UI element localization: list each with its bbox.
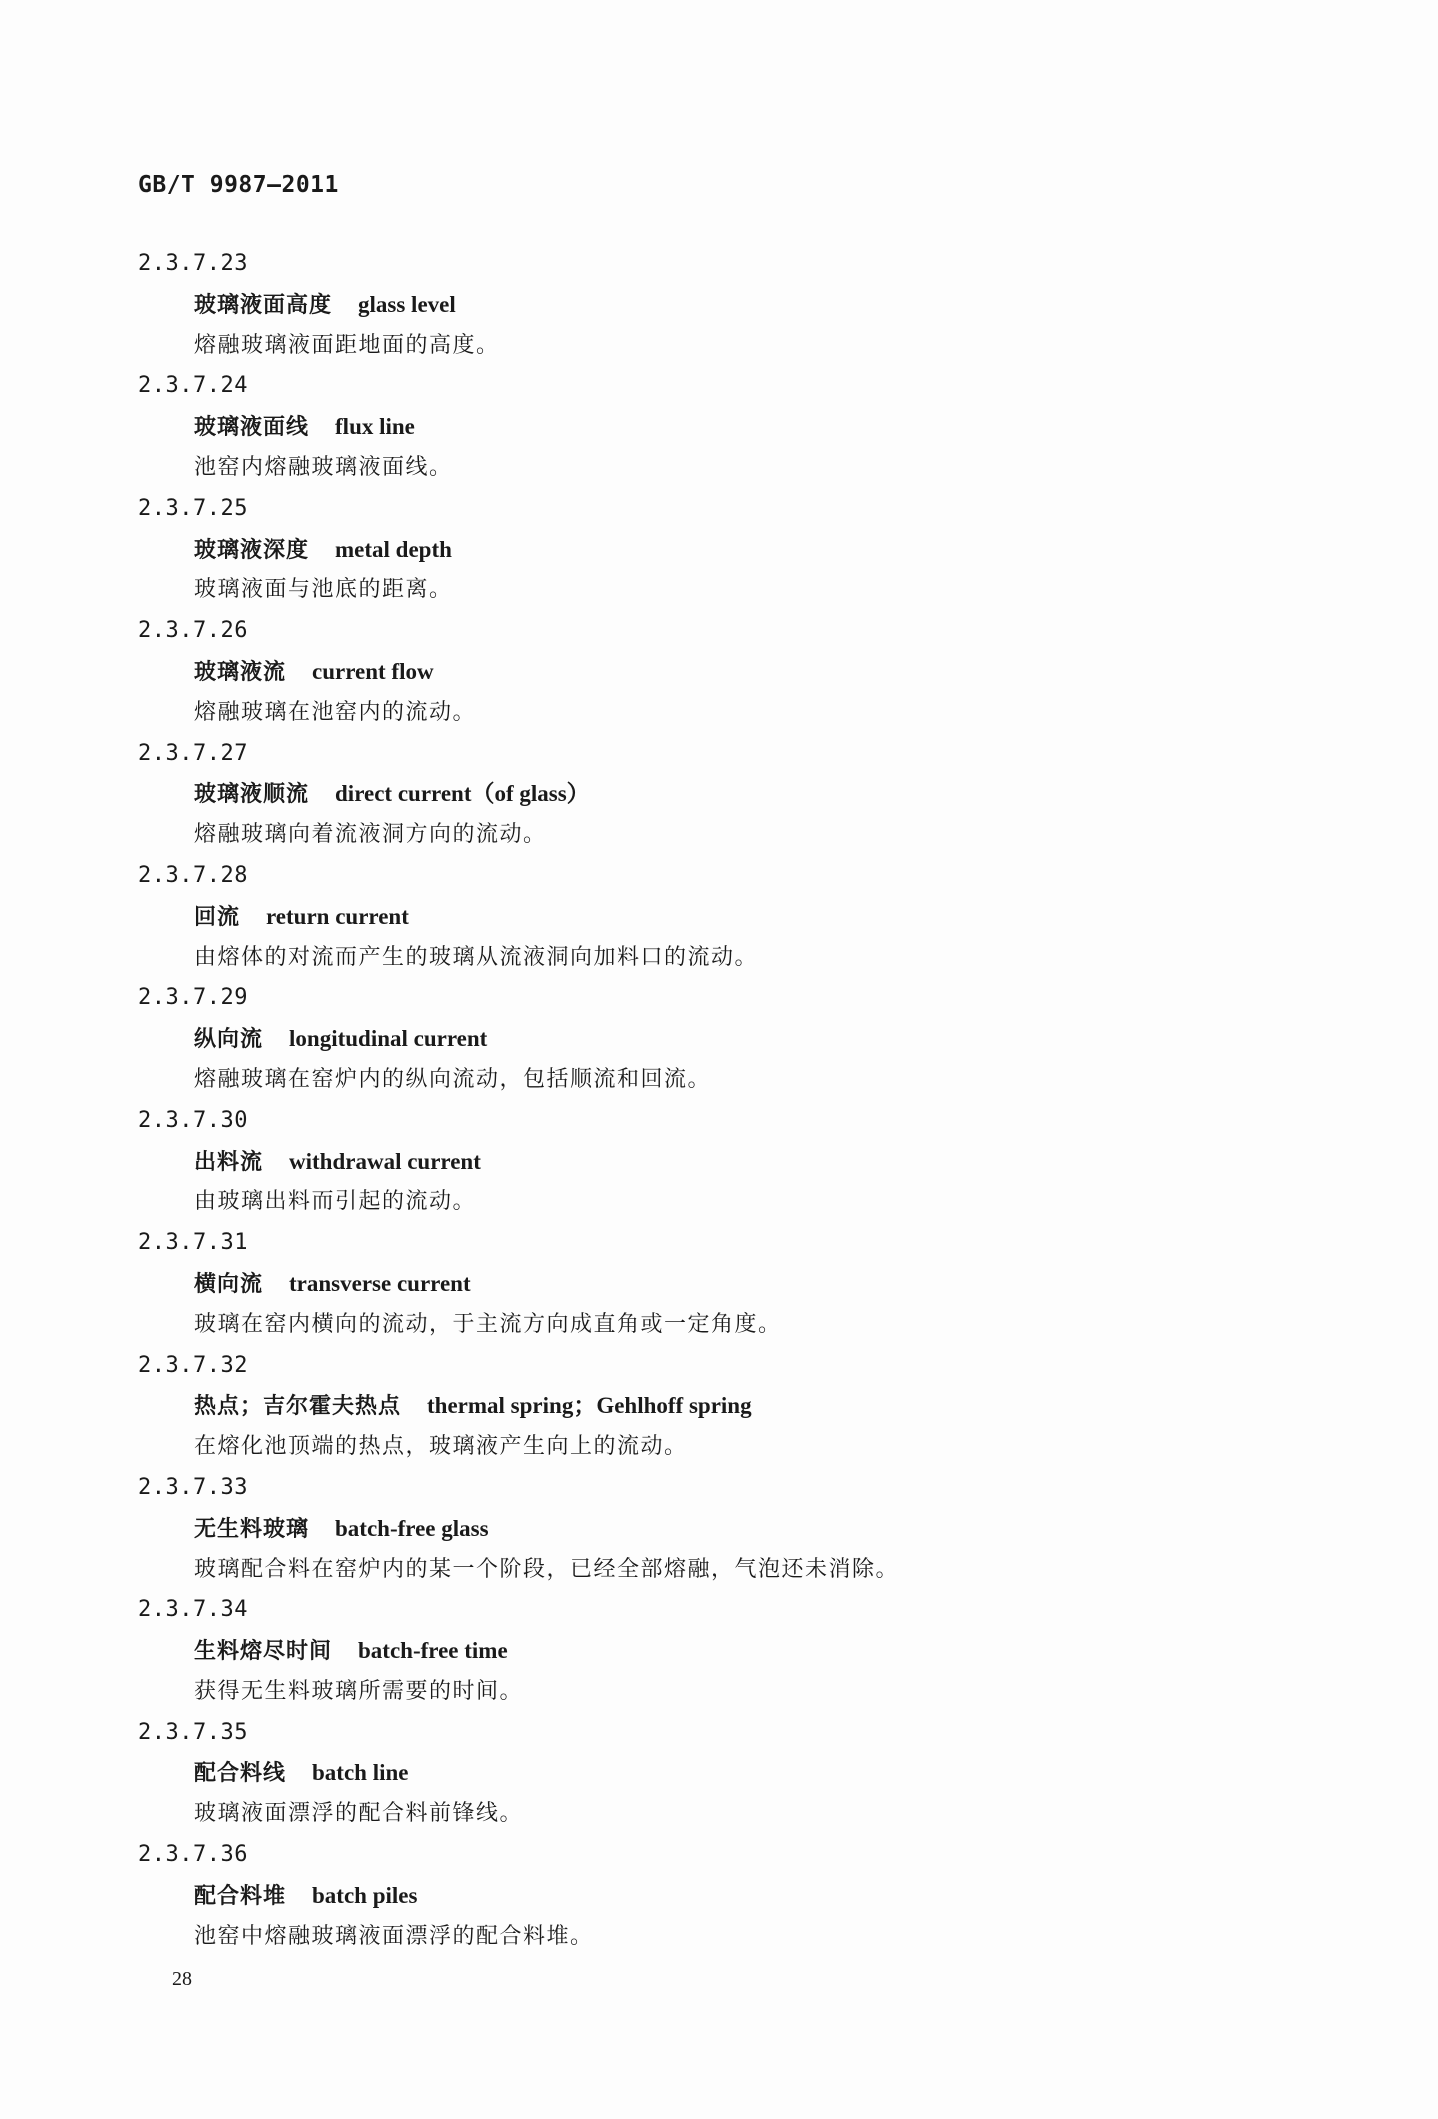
term-english: transverse current bbox=[289, 1270, 471, 1296]
term-chinese: 玻璃液面线 bbox=[194, 415, 310, 441]
term-entry bbox=[0, 489, 1438, 611]
clause-number: 2.3.7.29 bbox=[138, 985, 248, 1011]
term-line bbox=[0, 285, 1438, 326]
term-definition: 玻璃液面漂浮的配合料前锋线。 bbox=[194, 1801, 524, 1827]
clause-number: 2.3.7.36 bbox=[138, 1842, 248, 1868]
term-line bbox=[0, 1753, 1438, 1794]
term-entry bbox=[0, 1346, 1438, 1468]
clause-number: 2.3.7.33 bbox=[138, 1474, 248, 1500]
term-line bbox=[0, 1142, 1438, 1183]
term-entries bbox=[0, 244, 1438, 1957]
clause-number: 2.3.7.25 bbox=[138, 495, 248, 521]
term-english: batch piles bbox=[312, 1882, 418, 1908]
term-line bbox=[0, 774, 1438, 815]
term-english: return current bbox=[266, 903, 409, 929]
term-definition: 玻璃在窑内横向的流动，于主流方向成直角或一定角度。 bbox=[194, 1311, 782, 1337]
clause-number: 2.3.7.28 bbox=[138, 862, 248, 888]
term-english: batch line bbox=[312, 1760, 409, 1786]
term-definition: 池窑中熔融玻璃液面漂浮的配合料堆。 bbox=[194, 1923, 594, 1949]
clause-number: 2.3.7.35 bbox=[138, 1719, 248, 1745]
term-chinese: 玻璃液面高度 bbox=[194, 292, 333, 318]
term-entry bbox=[0, 1590, 1438, 1712]
term-chinese: 热点；吉尔霍夫热点 bbox=[194, 1394, 402, 1420]
clause-number: 2.3.7.31 bbox=[138, 1230, 248, 1256]
term-definition: 熔融玻璃在池窑内的流动。 bbox=[194, 699, 477, 725]
term-entry bbox=[0, 611, 1438, 733]
term-definition: 熔融玻璃向着流液洞方向的流动。 bbox=[194, 822, 547, 848]
term-chinese: 配合料堆 bbox=[194, 1883, 287, 1909]
term-line bbox=[0, 1631, 1438, 1672]
term-line bbox=[0, 530, 1438, 571]
term-chinese: 玻璃液流 bbox=[194, 659, 287, 685]
term-entry bbox=[0, 1713, 1438, 1835]
term-chinese: 纵向流 bbox=[194, 1027, 264, 1053]
clause-number: 2.3.7.30 bbox=[138, 1107, 248, 1133]
term-entry bbox=[0, 856, 1438, 978]
term-entry bbox=[0, 1101, 1438, 1223]
term-chinese: 回流 bbox=[194, 904, 241, 930]
term-definition: 玻璃液面与池底的距离。 bbox=[194, 577, 453, 603]
standard-code-header: GB/T 9987—2011 bbox=[138, 172, 339, 198]
term-entry bbox=[0, 1223, 1438, 1345]
term-entry bbox=[0, 366, 1438, 488]
term-definition: 由玻璃出料而引起的流动。 bbox=[194, 1189, 477, 1215]
page-number: 28 bbox=[172, 1968, 192, 1990]
clause-number: 2.3.7.26 bbox=[138, 618, 248, 644]
term-line bbox=[0, 1019, 1438, 1060]
clause-number: 2.3.7.24 bbox=[138, 373, 248, 399]
term-chinese: 横向流 bbox=[194, 1271, 264, 1297]
term-english: thermal spring；Gehlhoff spring bbox=[427, 1393, 752, 1419]
term-entry bbox=[0, 1835, 1438, 1957]
term-definition: 获得无生料玻璃所需要的时间。 bbox=[194, 1678, 524, 1704]
term-line bbox=[0, 1876, 1438, 1917]
term-chinese: 玻璃液顺流 bbox=[194, 782, 310, 808]
term-english: current flow bbox=[312, 658, 434, 684]
term-line bbox=[0, 407, 1438, 448]
term-chinese: 配合料线 bbox=[194, 1761, 287, 1787]
clause-number: 2.3.7.34 bbox=[138, 1597, 248, 1623]
term-english: batch-free glass bbox=[335, 1515, 489, 1541]
term-definition: 熔融玻璃在窑炉内的纵向流动，包括顺流和回流。 bbox=[194, 1066, 712, 1092]
term-line bbox=[0, 897, 1438, 938]
term-english: flux line bbox=[335, 414, 415, 440]
term-definition: 在熔化池顶端的热点，玻璃液产生向上的流动。 bbox=[194, 1434, 688, 1460]
clause-number: 2.3.7.27 bbox=[138, 740, 248, 766]
term-chinese: 生料熔尽时间 bbox=[194, 1639, 333, 1665]
term-definition: 由熔体的对流而产生的玻璃从流液洞向加料口的流动。 bbox=[194, 944, 759, 970]
term-line bbox=[0, 1386, 1438, 1427]
term-definition: 池窑内熔融玻璃液面线。 bbox=[194, 454, 453, 480]
term-english: metal depth bbox=[335, 536, 452, 562]
term-entry bbox=[0, 734, 1438, 856]
term-english: batch-free time bbox=[358, 1638, 508, 1664]
clause-number: 2.3.7.32 bbox=[138, 1352, 248, 1378]
term-line bbox=[0, 1264, 1438, 1305]
term-definition: 熔融玻璃液面距地面的高度。 bbox=[194, 332, 500, 358]
term-english: longitudinal current bbox=[289, 1026, 488, 1052]
term-entry bbox=[0, 978, 1438, 1100]
term-chinese: 出料流 bbox=[194, 1149, 264, 1175]
term-chinese: 无生料玻璃 bbox=[194, 1516, 310, 1542]
term-english: glass level bbox=[358, 291, 456, 317]
term-entry bbox=[0, 244, 1438, 366]
term-definition: 玻璃配合料在窑炉内的某一个阶段，已经全部熔融，气泡还未消除。 bbox=[194, 1556, 900, 1582]
term-line bbox=[0, 652, 1438, 693]
term-line bbox=[0, 1509, 1438, 1550]
clause-number: 2.3.7.23 bbox=[138, 251, 248, 276]
term-english: withdrawal current bbox=[289, 1148, 481, 1174]
term-chinese: 玻璃液深度 bbox=[194, 537, 310, 563]
term-english: direct current（of glass） bbox=[335, 781, 590, 807]
term-entry bbox=[0, 1468, 1438, 1590]
